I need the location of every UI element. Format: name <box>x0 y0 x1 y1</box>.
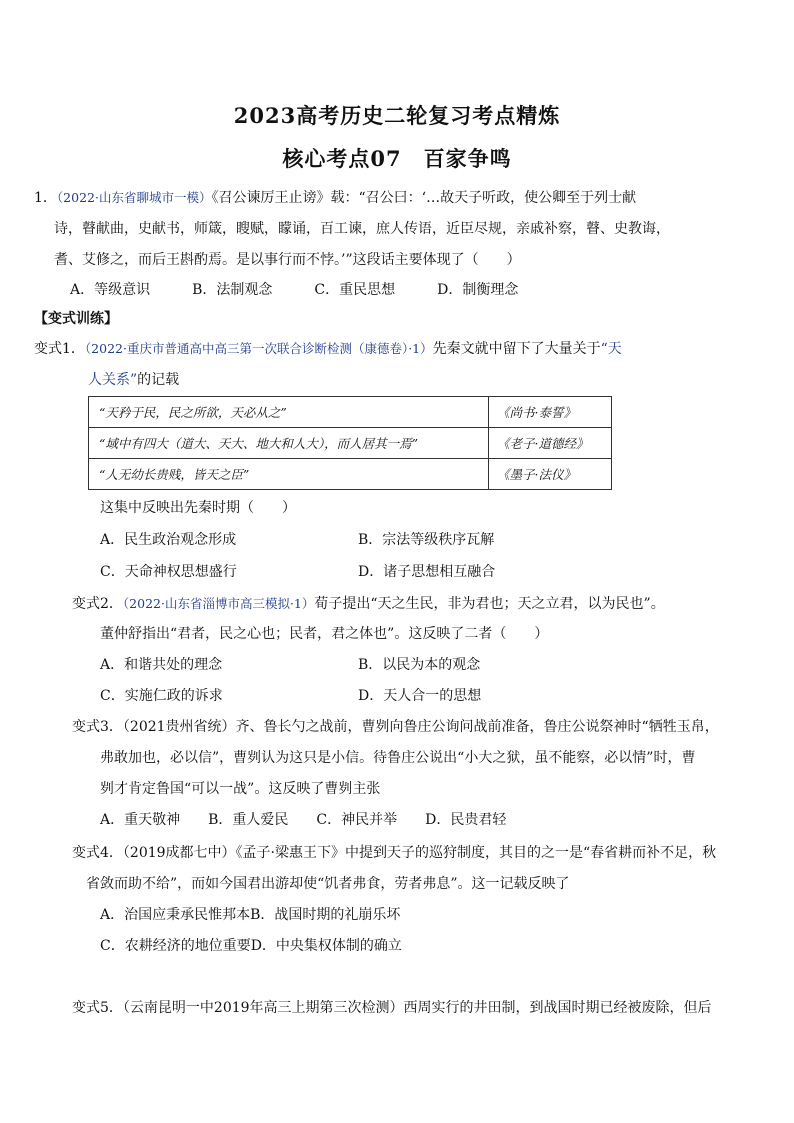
v2-option-d: D．天人合一的思想 <box>358 688 482 704</box>
section-heading: 【变式训练】 <box>34 311 118 327</box>
document-subtitle: 核心考点07 百家争鸣 <box>282 146 512 171</box>
q1-text-1: 《召公谏厉王止谤》载：“召公曰：‘…故天子听政，使公卿至于列士献 <box>211 190 637 206</box>
v3-text-1: （2021贵州省统）齐、鲁长勺之战前，曹刿向鲁庄公询问战前准备，鲁庄公说祭神时“牺牲玉帛， <box>122 719 719 735</box>
q1-options: A．等级意识 B．法制观念 C．重民思想 D．制衡理念 <box>70 282 519 298</box>
v1-text-1: 先秦文就中留下了大量关于 <box>432 341 601 357</box>
quote-cell: “人无幼长贵贱，皆天之臣” <box>89 459 489 490</box>
v4-options-2: C．农耕经济的地位重要D．中央集权体制的确立 <box>100 938 402 954</box>
v1-highlight-1: “天 <box>600 341 622 357</box>
v2-line-2: 董仲舒指出“君者，民之心也；民者，君之体也”。这反映了二者（ ） <box>100 626 549 642</box>
v1-number: 变式1． <box>34 341 85 357</box>
table-row <box>89 428 612 459</box>
q1-number: 1． <box>34 190 57 206</box>
q1-line-3: 耆、艾修之，而后王斟酌焉。是以事行而不悖。’”这段话主要体现了（ ） <box>54 252 521 268</box>
v1-line-1 <box>34 339 622 359</box>
v1-option-a: A．民生政治观念形成 <box>100 532 237 548</box>
quote-table <box>88 396 612 490</box>
v1-option-b: B．宗法等级秩序瓦解 <box>358 532 495 548</box>
v4-line-2: 省敛而助不给”，而如今国君出游却使“饥者弗食，劳者弗息”。这一记载反映了 <box>86 876 570 892</box>
v3-line-3: 刿才肯定鲁国“可以一战”。这反映了曹刿主张 <box>100 781 381 797</box>
v4-text-1: （2019成都七中）《孟子·梁惠王下》中提到天子的巡狩制度，其目的之一是“春省耕而补不足，秋 <box>122 845 717 861</box>
v2-source: （2022·山东省淄博市高三模拟·1） <box>122 596 315 611</box>
source-cell: 《老子·道德经》 <box>489 428 612 459</box>
q1-source: （2022·山东省聊城市一模） <box>56 190 212 205</box>
v5-text-1: （云南昆明一中2019年高三上期第三次检测）西周实行的井田制，到战国时期已经被废除，但后 <box>122 1000 712 1016</box>
table-row <box>89 397 612 428</box>
v3-options: A．重天敬神 B．重人爱民 C．神民并举 D．民贵君轻 <box>100 812 507 828</box>
v4-options-1: A．治国应秉承民惟邦本B．战国时期的礼崩乐坏 <box>100 907 401 923</box>
v2-option-b: B．以民为本的观念 <box>358 657 481 673</box>
quote-cell: “天矜于民，民之所欲，天必从之” <box>89 397 489 428</box>
document-title: 2023高考历史二轮复习考点精炼 <box>233 103 561 128</box>
source-cell: 《墨子·法仪》 <box>489 459 612 490</box>
v4-line-1 <box>72 843 716 863</box>
v1-highlight-2: 人关系” <box>88 372 138 388</box>
v1-option-c: C．天命神权思想盛行 <box>100 564 237 580</box>
source-cell: 《尚书·泰誓》 <box>489 397 612 428</box>
v1-source: （2022·重庆市普通高中高三第一次联合诊断检测（康德卷）·1） <box>84 341 433 356</box>
v2-number: 变式2． <box>72 596 123 612</box>
v3-number: 变式3． <box>72 719 123 735</box>
v3-line-2: 弗敢加也，必以信”，曹刿认为这只是小信。待鲁庄公说出“小大之狱，虽不能察，必以情”时，曹 <box>100 750 696 766</box>
v3-line-1 <box>72 717 719 737</box>
v1-option-d: D．诸子思想相互融合 <box>358 564 496 580</box>
quote-cell: “域中有四大（道大、天大、地大和人大），而人居其一焉” <box>89 428 489 459</box>
v1-text-2: 的记载 <box>137 372 180 388</box>
v2-line-1 <box>72 594 665 614</box>
v4-number: 变式4． <box>72 845 123 861</box>
v2-text-1: 荀子提出“天之生民，非为君也；天之立君，以为民也”。 <box>314 596 665 612</box>
q1-line-2: 诗，瞽献曲，史献书，师箴，瞍赋，矇诵，百工谏，庶人传语，近臣尽规，亲戚补察，瞽、史教诲， <box>54 221 670 237</box>
v5-line-1 <box>72 998 712 1018</box>
v2-option-a: A．和谐共处的理念 <box>100 657 223 673</box>
table-row <box>89 459 612 490</box>
v2-option-c: C．实施仁政的诉求 <box>100 688 223 704</box>
v1-question: 这集中反映出先秦时期（ ） <box>100 500 296 516</box>
q1-line-1 <box>34 188 636 208</box>
v1-line-2 <box>88 370 179 390</box>
v5-number: 变式5． <box>72 1000 123 1016</box>
